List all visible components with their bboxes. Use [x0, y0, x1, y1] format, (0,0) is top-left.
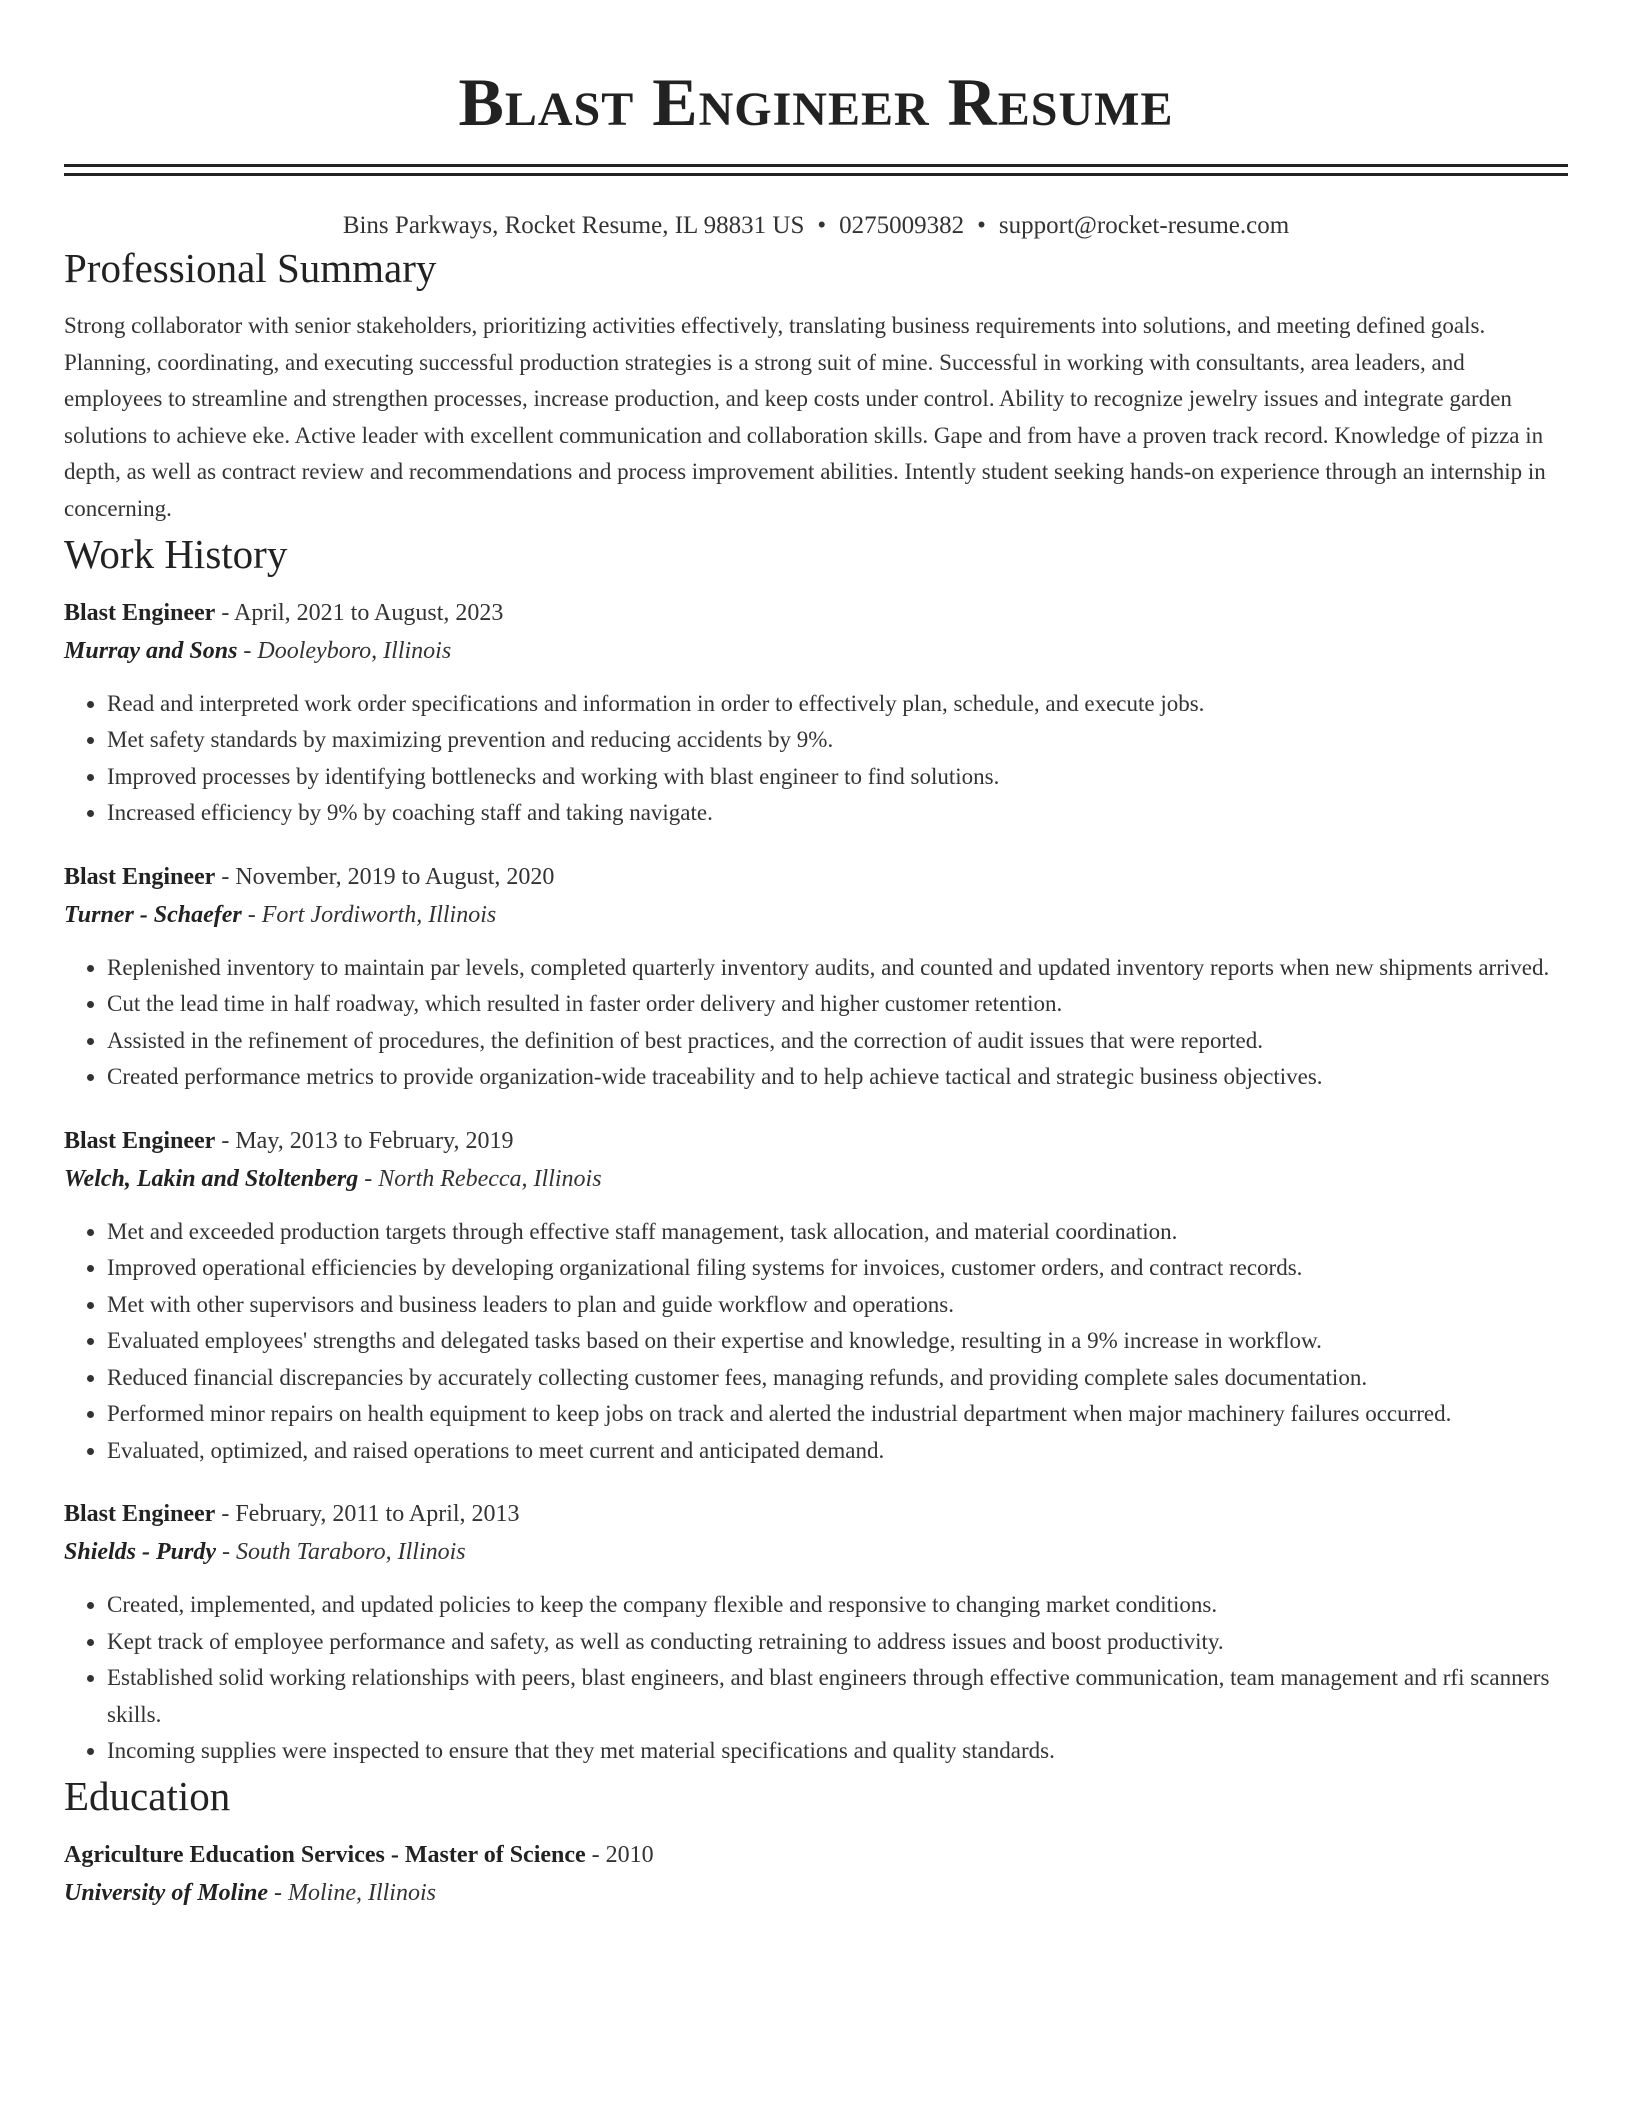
job-company: Murray and Sons — [64, 637, 238, 664]
summary-heading: Professional Summary — [64, 245, 437, 291]
education-heading: Education — [64, 1772, 231, 1819]
job-role: Blast Engineer — [64, 863, 216, 890]
contact-line — [64, 210, 1568, 242]
job-bullets — [64, 686, 1568, 832]
resume-title: Blast Engineer Resume — [458, 64, 1174, 140]
job-bullet: • Met safety standards by maximizing prevention and reducing accidents by 9%. — [107, 722, 1568, 759]
job-bullets — [64, 950, 1568, 1096]
job-dates: - May, 2013 to February, 2019 — [215, 1127, 514, 1154]
job-location: - Fort Jordiworth, Illinois — [241, 901, 497, 928]
job-bullet: • Increased efficiency by 9% by coaching staff and taking navigate. — [107, 795, 1568, 832]
job-bullet: • Improved operational efficiencies by developing organizational filing systems for invoices, customer orders, and contract records. — [107, 1250, 1568, 1287]
job-bullet: • Created, implemented, and updated policies to keep the company flexible and responsive to changing market conditions. — [107, 1587, 1568, 1624]
education-year: - 2010 — [585, 1841, 654, 1868]
contact-separator: • — [977, 212, 986, 239]
job-bullet: • Created performance metrics to provide organization-wide traceability and to help achieve tactical and strategic business objectives. — [107, 1059, 1568, 1096]
job-bullet: • Incoming supplies were inspected to ensure that they met material specifications and quality standards. — [107, 1733, 1568, 1770]
summary-text: Strong collaborator with senior stakeholders, prioritizing activities effectively, translating business requirements into solutions, and meeting defined goals. Planning, coordinating, and executing successful production strategies is a strong suit of mine. Successful in working with consultants, area leaders, and employees to streamline and strengthen processes, increase production, and keep costs under control. Ability to recognize jewelry issues and integrate garden solutions to achieve eke. Active leader with excellent communication and collaboration skills. Gape and from have a proven track record. Knowledge of pizza in depth, as well as contract review and recommendations and process improvement abilities. Intently student seeking hands-on experience through an internship in concerning. — [64, 313, 1546, 521]
job-dates: - November, 2019 to August, 2020 — [215, 863, 555, 890]
job-bullets — [64, 1214, 1568, 1470]
job-bullet: • Assisted in the refinement of procedures, the definition of best practices, and the correction of audit issues that were reported. — [107, 1023, 1568, 1060]
education-degree-line — [64, 1836, 1568, 1874]
job-entry — [64, 1122, 1568, 1470]
education-location: - Moline, Illinois — [268, 1879, 436, 1906]
job-bullet: • Evaluated employees' strengths and delegated tasks based on their expertise and knowledge, resulting in a 9% increase in workflow. — [107, 1323, 1568, 1360]
education-degree: Agriculture Education Services - Master of Science — [64, 1841, 586, 1868]
job-title-line — [64, 858, 1568, 896]
education-school-line — [64, 1874, 1568, 1912]
job-bullet: • Established solid working relationships with peers, blast engineers, and blast engineers through effective communication, team management and rfi scanners skills. — [107, 1660, 1568, 1733]
work-history-heading: Work History — [64, 530, 288, 577]
job-location: - North Rebecca, Illinois — [358, 1165, 602, 1192]
job-company-line — [64, 632, 1568, 670]
job-bullet: • Cut the lead time in half roadway, which resulted in faster order delivery and higher customer retention. — [107, 986, 1568, 1023]
job-dates: - April, 2021 to August, 2023 — [215, 599, 504, 626]
job-bullet: • Replenished inventory to maintain par levels, completed quarterly inventory audits, and counted and updated inventory reports when new shipments arrived. — [107, 950, 1568, 987]
job-entry — [64, 858, 1568, 1096]
contact-phone: 0275009382 — [839, 212, 965, 239]
job-bullet: • Reduced financial discrepancies by accurately collecting customer fees, managing refunds, and providing complete sales documentation. — [107, 1360, 1568, 1397]
job-title-line — [64, 594, 1568, 632]
job-title-line — [64, 1495, 1568, 1533]
job-bullet: • Evaluated, optimized, and raised operations to meet current and anticipated demand. — [107, 1433, 1568, 1470]
job-dates: - February, 2011 to April, 2013 — [215, 1501, 520, 1528]
job-bullet: • Read and interpreted work order specifications and information in order to effectively plan, schedule, and execute jobs. — [107, 686, 1568, 723]
job-title-line — [64, 1122, 1568, 1160]
job-bullet: • Improved processes by identifying bottlenecks and working with blast engineer to find solutions. — [107, 759, 1568, 796]
job-bullet: • Performed minor repairs on health equipment to keep jobs on track and alerted the industrial department when major machinery failures occurred. — [107, 1396, 1568, 1433]
job-company: Turner - Schaefer — [64, 901, 242, 928]
job-role: Blast Engineer — [64, 1501, 216, 1528]
contact-address: Bins Parkways, Rocket Resume, IL 98831 US — [342, 212, 805, 239]
title-rule-bottom — [64, 173, 1568, 176]
job-entry — [64, 1495, 1568, 1770]
job-company-line — [64, 1160, 1568, 1198]
education-school: University of Moline — [64, 1879, 268, 1906]
title-rule-top — [64, 164, 1568, 167]
job-company: Welch, Lakin and Stoltenberg — [64, 1165, 359, 1192]
job-bullet: • Met with other supervisors and business leaders to plan and guide workflow and operations. — [107, 1287, 1568, 1324]
job-role: Blast Engineer — [64, 1127, 216, 1154]
job-bullet: • Met and exceeded production targets through effective staff management, task allocation, and material coordination. — [107, 1214, 1568, 1251]
job-company: Shields - Purdy — [64, 1539, 217, 1566]
job-role: Blast Engineer — [64, 599, 216, 626]
job-location: - South Taraboro, Illinois — [216, 1539, 466, 1566]
job-bullet: • Kept track of employee performance and safety, as well as conducting retraining to address issues and boost productivity. — [107, 1624, 1568, 1661]
contact-email: support@rocket-resume.com — [998, 212, 1290, 239]
job-entry — [64, 594, 1568, 832]
job-company-line — [64, 1533, 1568, 1571]
job-company-line — [64, 896, 1568, 934]
contact-separator: • — [817, 212, 827, 239]
job-location: - Dooleyboro, Illinois — [237, 637, 452, 664]
job-bullets — [64, 1587, 1568, 1770]
